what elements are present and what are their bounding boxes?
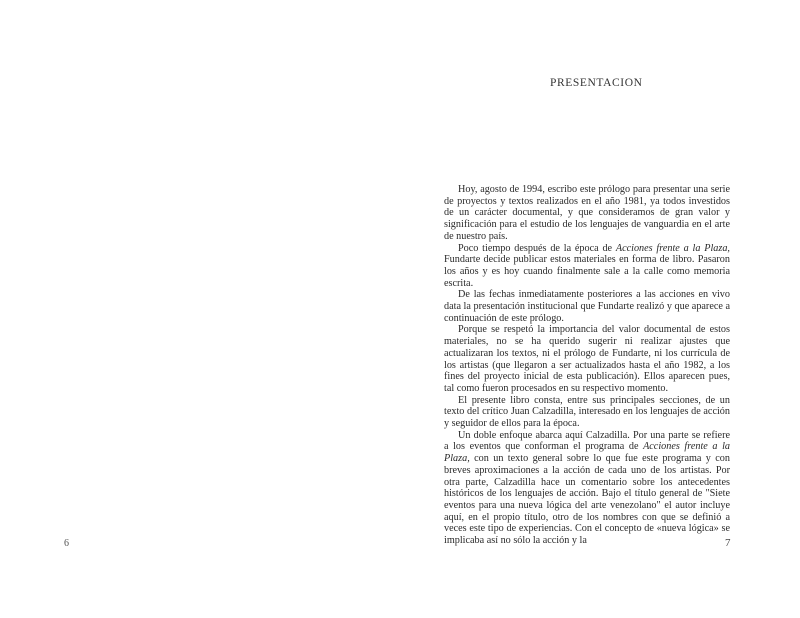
right-page: [400, 0, 800, 618]
italic-title: Acciones frente a la Plaza,: [615, 242, 730, 254]
right-page-number: 7: [725, 537, 731, 549]
paragraph-6: Un doble enfoque abarca aquí Calzadilla. Por una parte se refiere a los eventos que conforman el programa de Acciones frente a la Plaza, con un texto general sobre lo que fue este programa y con breves aproximaciones a la acción de cada uno de los artistas. Por otra parte, Calzadilla hace un comentario sobre los antecedentes históricos de los lenguajes de acción. Bajo el título general de "Siete eventos para una nueva lógica del arte venezolano" el autor incluye aquí, en el propio título, otro de los nombres con que se definió a veces este tipo de experiencias. Con el concepto de «nueva lógica» se implicaba así no sólo la acción y la: [444, 429, 730, 547]
paragraph-4: Porque se respetó la importancia del valor documental de estos materiales, no se ha querido sugerir ni realizar ajustes que actualizaran los textos, ni el prólogo de Fundarte, ni los currícula de los artistas (que llegaron a ser actualizados hasta el año 1982, a los fines del proyecto inicial de esta publicación). Ellos aparecen pues, tal como fueron procesados en su respectivo momento.: [444, 324, 730, 394]
body-text: [444, 184, 730, 547]
paragraph-3: De las fechas inmediatamente posteriores a las acciones en vivo data la presentación institucional que Fundarte realizó y que aparece a continuación de este prólogo.: [444, 289, 730, 324]
section-heading: PRESENTACION: [550, 77, 643, 89]
italic-title: Acciones frente a la Plaza,: [444, 441, 730, 465]
left-page-number: 6: [64, 538, 69, 549]
paragraph-5: El presente libro consta, entre sus principales secciones, de un texto del crítico Juan Calzadilla, interesado en los lenguajes de acción y seguidor de ellos para la época.: [444, 394, 730, 430]
paragraph-1: Hoy, agosto de 1994, escribo este prólogo para presentar una serie de proyectos y textos realizados en el año 1981, ya todos investidos de un carácter documental, y que consideramos de gran valor y significación para el estudio de los lenguajes de vanguardia en el arte de nuestro país.: [444, 184, 730, 242]
paragraph-2: Poco tiempo después de la época de Acciones frente a la Plaza, Fundarte decide publicar estos materiales en forma de libro. Pasaron los años y es hoy cuando finalmente sale a la calle como memoria escrita.: [444, 242, 730, 289]
